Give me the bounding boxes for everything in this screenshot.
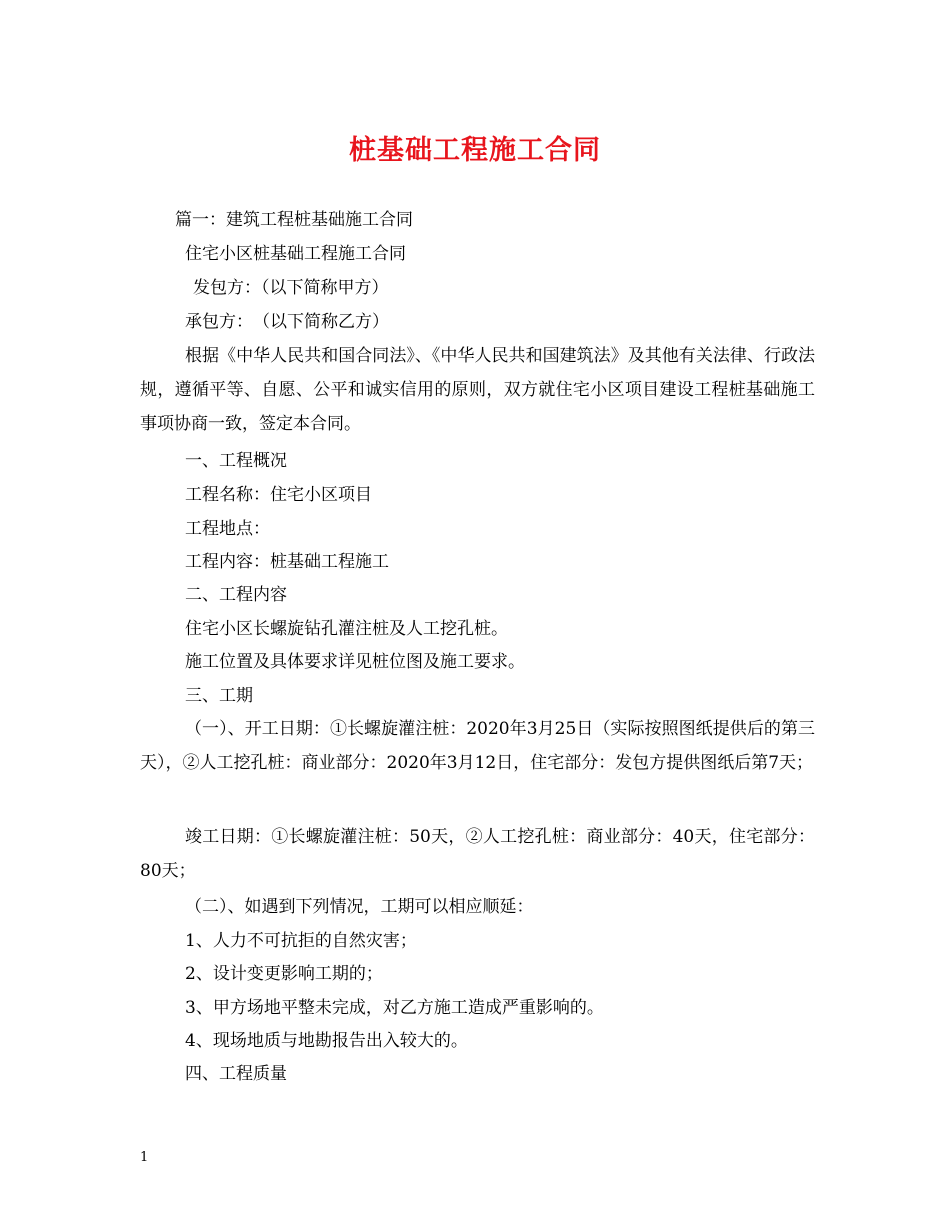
section-heading-quality: 四、工程质量: [185, 1064, 287, 1084]
chapter-heading: 篇一：建筑工程桩基础施工合同: [175, 210, 413, 230]
section-heading-content: 二、工程内容: [185, 585, 287, 605]
intro-paragraph: 根据《中华人民共和国合同法》、《中华人民共和国建筑法》及其他有关法律、行政法规，遵循平等、自愿、公平和诚实信用的原则，双方就住宅小区项目建设工程桩基础施工事项协商一致，签定本合同。: [140, 346, 815, 434]
completion-paragraph: 竣工日期：①长螺旋灌注桩：50天，②人工挖孔桩：商业部分：40天，住宅部分：80天；: [140, 827, 815, 881]
extension-item: 4、现场地质与地勘报告出入较大的。: [185, 1031, 468, 1051]
content-line-piles: 住宅小区长螺旋钻孔灌注桩及人工挖孔桩。: [185, 619, 508, 639]
page-number: 1: [140, 1150, 149, 1165]
contract-name: 住宅小区桩基础工程施工合同: [185, 244, 406, 264]
section-heading-schedule: 三、工期: [185, 686, 253, 706]
document-title: 桩基础工程施工合同: [349, 135, 601, 166]
start-date-paragraph: （一）、开工日期：①长螺旋灌注桩：2020年3月25日（实际按照图纸提供后的第三天），②人工挖孔桩：商业部分：2020年3月12日，住宅部分：发包方提供图纸后第7天；: [140, 719, 815, 773]
contractor-line: 承包方： （以下简称乙方）: [185, 312, 389, 332]
extension-heading: （二）、如遇到下列情况，工期可以相应顺延：: [185, 897, 534, 917]
extension-item: 1、人力不可抗拒的自然灾害；: [185, 931, 417, 951]
content-line-requirements: 施工位置及具体要求详见桩位图及施工要求。: [185, 652, 525, 672]
project-name-line: 工程名称：住宅小区项目: [185, 485, 372, 505]
section-heading-overview: 一、工程概况: [185, 451, 287, 471]
employer-line: 发包方：（以下简称甲方）: [193, 278, 389, 298]
project-content-line: 工程内容：桩基础工程施工: [185, 552, 389, 572]
extension-item: 3、甲方场地平整未完成，对乙方施工造成严重影响的。: [185, 998, 604, 1018]
project-location-line: 工程地点：: [185, 519, 270, 539]
extension-item: 2、设计变更影响工期的；: [185, 964, 383, 984]
